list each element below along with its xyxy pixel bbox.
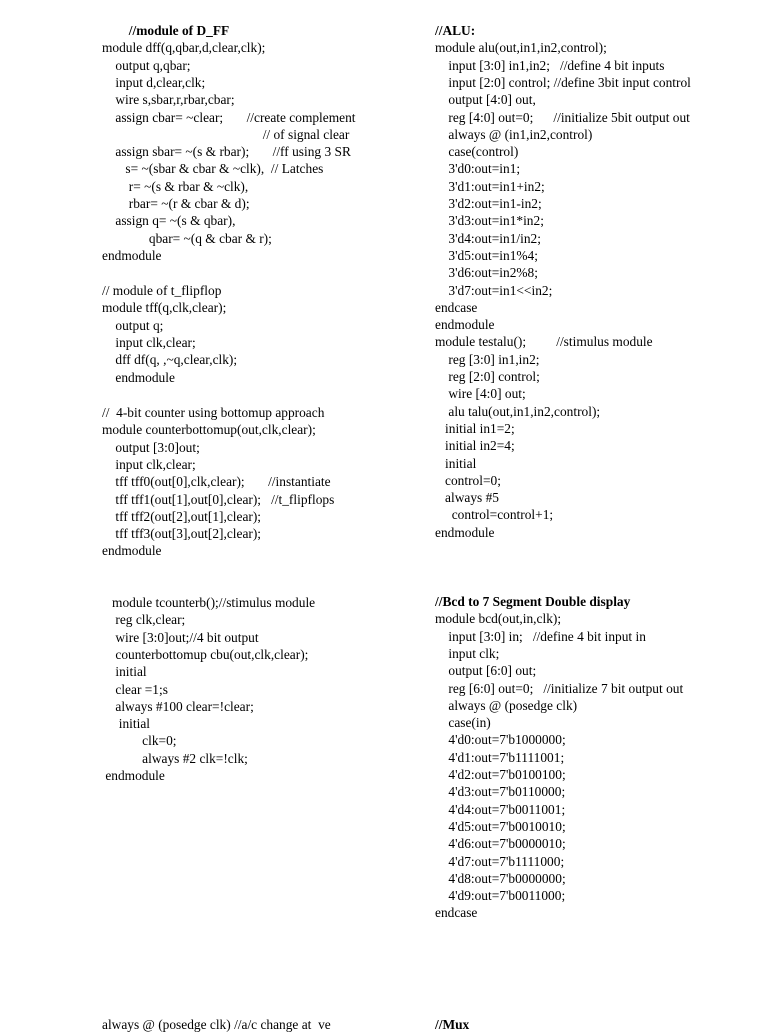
code-line: 4'd5:out=7'b0010010; [435,818,566,834]
code-line: input clk; [435,645,500,661]
code-line: wire [4:0] out; [435,386,526,402]
code-line: output [3:0]out; [102,439,200,455]
code-line: module tff(q,clk,clear); [102,300,227,316]
code-line: case(in) [435,715,491,731]
code-line: 4'd6:out=7'b0000010; [435,836,566,852]
code-line: rbar= ~(r & cbar & d); [102,196,250,211]
code-line: //ALU: [435,23,476,38]
code-line: input clk,clear; [102,334,196,350]
code-line: 4'd4:out=7'b0011001; [435,801,566,817]
code-line: wire [3:0]out;//4 bit output [102,629,259,645]
code-line: 4'd9:out=7'b0011000; [435,888,566,904]
code-line: reg [2:0] control; [435,369,540,384]
code-line: initial in1=2; [435,420,515,436]
code-line: 4'd3:out=7'b0110000; [435,784,566,800]
code-line: 3'd5:out=in1%4; [435,247,538,263]
code-line: endcase [435,299,478,315]
code-line: control=control+1; [435,507,554,523]
code-line: input [2:0] control; //define 3bit input control [435,74,691,90]
code-line: input d,clear,clk; [102,74,206,90]
code-line: 4'd7:out=7'b1111000; [435,853,565,869]
code-line: endmodule [102,768,165,783]
code-line: 3'd1:out=in1+in2; [435,178,545,194]
code-line: module tcounterb();//stimulus module [102,595,316,610]
code-line: control=0; [435,472,501,488]
code-line: always @ (posedge clk) //a/c change at ve [102,1017,331,1032]
code-line: module testalu(); //stimulus module [435,334,653,350]
code-line: 3'd6:out=in2%8; [435,265,538,281]
code-line: // module of t_flipflop [102,283,222,298]
code-line: alu talu(out,in1,in2,control); [435,403,601,419]
code-line: 4'd8:out=7'b0000000; [435,870,566,886]
code-line: s= ~(sbar & cbar & ~clk), // Latches [102,161,324,177]
code-line: reg [4:0] out=0; //initialize 5bit output out [435,109,690,125]
code-line: assign q= ~(s & qbar), [102,213,236,229]
code-line: 4'd1:out=7'b1111001; [435,749,565,765]
code-line: endmodule [102,247,162,263]
code-line: always @ (in1,in2,control) [435,126,593,142]
code-line: //Bcd to 7 Segment Double display [435,594,631,609]
code-line: tff tff2(out[2],out[1],clear); [102,508,262,524]
code-line: wire s,sbar,r,rbar,cbar; [102,92,235,108]
code-line: assign sbar= ~(s & rbar); //ff using 3 SR [102,144,351,160]
code-line: 4'd2:out=7'b0100100; [435,767,566,782]
code-line: endmodule [435,317,495,333]
code-line: endcase [435,905,478,921]
code-line: initial in2=4; [435,438,515,454]
code-line: initial [102,716,150,732]
code-line: counterbottomup cbu(out,clk,clear); [102,646,309,662]
code-line: always #2 clk=!clk; [102,750,248,766]
code-line: endmodule [102,543,162,559]
code-line: qbar= ~(q & cbar & r); [102,230,272,246]
code-line: input clk,clear; [102,456,196,472]
code-line: input [3:0] in1,in2; //define 4 bit inputs [435,57,665,73]
code-line: tff tff3(out[3],out[2],clear); [102,526,262,542]
code-line: module counterbottomup(out,clk,clear); [102,422,316,438]
code-line: clk=0; [102,733,177,749]
right-column [435,0,768,1032]
code-line: 3'd3:out=in1*in2; [435,213,544,229]
code-line: 4'd0:out=7'b1000000; [435,732,566,748]
code-line: module alu(out,in1,in2,control); [435,40,607,56]
code-line: 3'd7:out=in1<<in2; [435,282,553,298]
code-line: case(control) [435,144,519,160]
code-line: endmodule [102,369,175,385]
code-line: initial [435,455,477,471]
code-line: assign cbar= ~clear; //create complement [102,109,356,125]
code-line: initial [102,664,147,680]
code-line: // of signal clear [102,126,350,142]
code-line: endmodule [435,524,495,540]
code-line: always @ (posedge clk) [435,697,578,713]
code-line: //module of D_FF [102,23,230,38]
code-line: reg clk,clear; [102,612,186,628]
code-line: input [3:0] in; //define 4 bit input in [435,628,646,644]
code-line: output q,qbar; [102,57,191,73]
code-line: always #5 [435,490,499,506]
code-line: tff tff1(out[1],out[0],clear); //t_flipflops [102,491,335,507]
code-line: always #100 clear=!clear; [102,698,254,714]
code-line: r= ~(s & rbar & ~clk), [102,178,249,194]
code-line: dff df(q, ,~q,clear,clk); [102,352,238,368]
code-line: reg [6:0] out=0; //initialize 7 bit output out [435,680,684,696]
code-line: reg [3:0] in1,in2; [435,351,540,367]
code-line: //Mux [435,1017,470,1032]
code-line: output [4:0] out, [435,92,536,108]
code-line: 3'd2:out=in1-in2; [435,196,542,211]
code-line: clear =1;s [102,681,168,697]
code-line: output q; [102,317,164,333]
code-line: tff tff0(out[0],clk,clear); //instantiate [102,474,331,490]
code-line: module dff(q,qbar,d,clear,clk); [102,40,266,56]
code-line: output [6:0] out; [435,663,537,679]
code-line: // 4-bit counter using bottomup approach [102,405,325,420]
code-line: 3'd0:out=in1; [435,161,521,177]
code-line: 3'd4:out=in1/in2; [435,230,541,246]
code-line: module bcd(out,in,clk); [435,611,562,627]
left-column [102,0,422,1032]
